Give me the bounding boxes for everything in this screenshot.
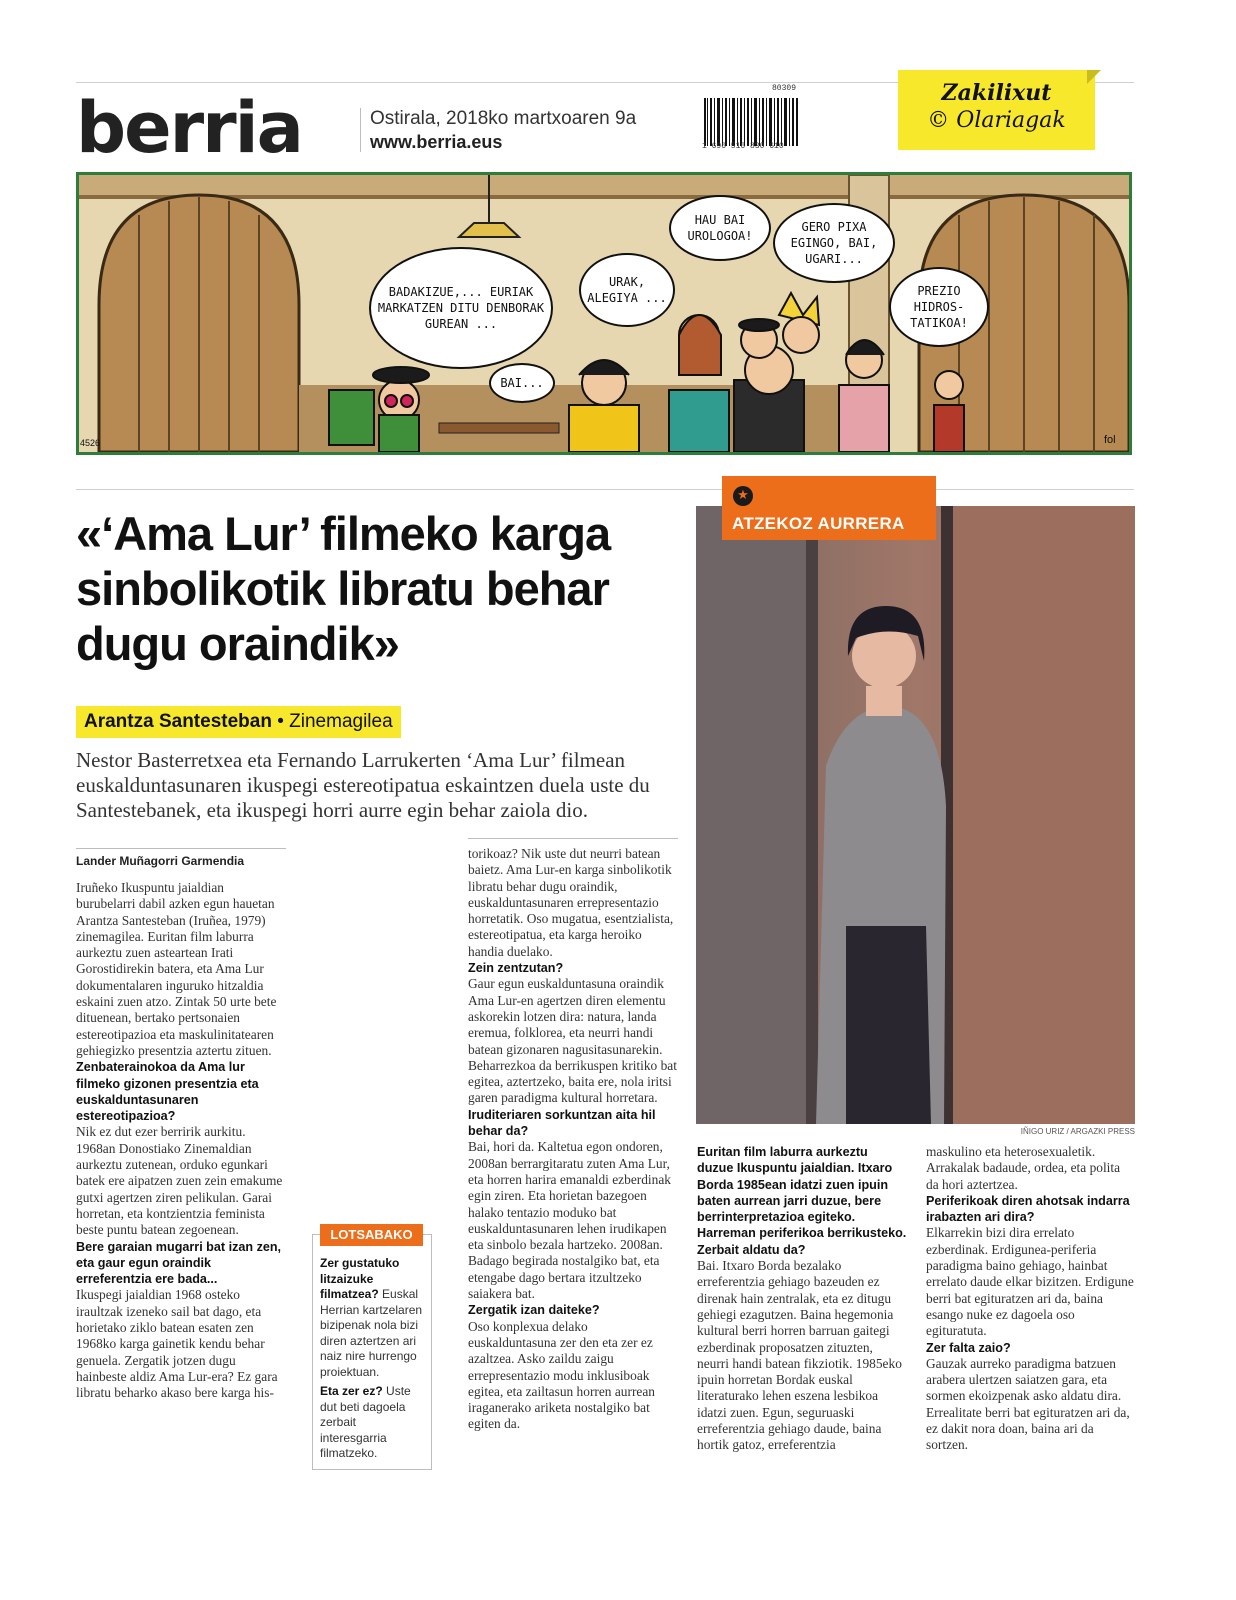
article-byline: Lander Muñagorri Garmendia (76, 854, 245, 868)
speech-bubble-3: URAK, ALEGIYA ... (579, 253, 675, 327)
photo-credit: IÑIGO URIZ / ARGAZKI PRESS (1020, 1127, 1135, 1136)
speech-bubble-5: GERO PIXA EGINGO, BAI, UGARI... (773, 203, 895, 283)
website-link[interactable]: www.berria.eus (370, 132, 503, 152)
comic-signature: fol (1104, 434, 1116, 446)
column-rule (468, 838, 678, 839)
section-badge-label: ATZEKOZ AURRERA (732, 514, 905, 533)
speech-bubble-1: BADAKIZUE,... EURIAK MARKATZEN DITU DENBORAK GUREAN ... (369, 247, 553, 369)
text-column-1 (76, 880, 286, 1402)
text-column-4 (926, 1144, 1136, 1454)
paragraph: Nik ez dut ezer berririk aurkitu. 1968an Donostiako Zinemaldian aurkeztu zutenean, orduko egunkari batek ere aipatzen zuen zein emakume gutxi agertzen ziren pelikulan. Garai horretan, eta kontzientzia feminista beste puntu batean zegoenean. (76, 1124, 283, 1238)
issue-date: Ostirala, 2018ko martxoaren 9a (370, 108, 637, 129)
text-column-2 (468, 846, 678, 1433)
interview-question: Zer falta zaio? (926, 1340, 1011, 1355)
star-icon: ★ (733, 486, 753, 506)
photo-illustration (696, 506, 1135, 1124)
sidebar-item (320, 1384, 426, 1462)
comic-number: 4526 (80, 438, 101, 448)
paragraph: Ikuspegi jaialdian 1968 osteko iraultzak izeneko sail bat dago, eta horietako ziklo batean esaten zen 1968ko karga gainetik kendu behar genuela. Zergatik jotzen dugu hainbeste aldiz Ama Lur-era? Ez gara libratu beharko akaso bere karga his- (76, 1287, 278, 1401)
interview-question: Zergatik izan daiteke? (468, 1303, 600, 1318)
author-tag (76, 706, 401, 738)
paragraph: Iruñeko Ikuspuntu jaialdian burubelarri dabil azken egun hauetan Arantza Santesteban (Iruñea, 1979) zinemagilea. Euritan film laburra aurkeztu zuen asteartean Irati Gorostidirekin batera, eta Ama Lur dokumentalaren inguruko hitzaldia eskaini zuen atzo. Zintak 50 urte bete dituenean, bertako pertsonaien estereotipazioa eta maskulinitatearen gehiegizko presentzia aztertu zituen. (76, 880, 277, 1058)
interview-question: Periferikoak diren ahotsak indarra irabazten ari dira? (926, 1193, 1130, 1225)
sidebar-item (320, 1256, 426, 1380)
paragraph: Gaur egun euskalduntasuna oraindik Ama Lur-en agertzen diren elementu askorekin lotzen dira: natura, landa eremua, folklorea, eta neurri handi batean gizonaren nagusitasunarekin. Beharrezkoa da berrikuspen kritiko bat egitea, aztertzeko, baita ere, nola iritsi garen paradigma kultural horretara. (468, 976, 677, 1106)
newspaper-logo[interactable]: berria (76, 87, 302, 169)
speech-bubble-6: PREZIO HIDROS-TATIKOA! (889, 267, 989, 347)
speech-bubble-4: HAU BAI UROLOGOA! (669, 195, 771, 261)
article-lead: Nestor Basterretxea eta Fernando Larrukerten ‘Ama Lur’ filmean euskalduntasunaren ikuspegi estereotipatua eskaintzen duela uste du Santestebanek, eta ikuspegi horri aurre egin behar zaiola dio. (76, 748, 650, 822)
sidebar-question: Zer gustatuko litzaizuke filmatzea? (320, 1256, 400, 1301)
interview-question: Zerbait aldatu da? (697, 1242, 806, 1257)
interviewee-role: • Zinemagilea (277, 711, 393, 732)
paragraph: torikoaz? Nik uste dut neurri batean baietz. Ama Lur-en karga sinbolikotik libratu behar dugu oraindik, euskalduntasunaren errepresentazio horretatik. Oso mugatua, esentzialista, estereotipatua, eta karga heroiko handia duelako. (468, 846, 674, 959)
masthead-divider (360, 108, 361, 152)
interview-question: Zenbaterainokoa da Ama lur filmeko gizonen presentzia eta euskalduntasunaren estereotipazioa? (76, 1060, 259, 1124)
text-column-3 (697, 1144, 907, 1454)
sidebar-title: LOTSABAKO (320, 1224, 423, 1246)
comic-tag-author: © Olariagak (927, 108, 1066, 133)
paragraph: Elkarrekin bizi dira errelato ezberdinak. Erdigunea-periferia paradigma baino gehiago, hainbat errelato daude elkar bizitzen. Erdigune berri bat egituratzen ari da, baina esango nuke ez dagoela oso egituratuta. (926, 1225, 1134, 1339)
interview-question: Zein zentzutan? (468, 961, 564, 976)
interview-question: Bere garaian mugarri bat izan zen, eta gaur egun oraindik erreferentzia ere bada... (76, 1239, 282, 1287)
sidebar-answer: Euskal Herrian kartzelaren bizipenak nola bizi diren aztertzen ari naiz nire hurrengo proiektuan. (320, 1287, 423, 1379)
interview-question: Euritan film laburra aurkeztu duzue Ikuspuntu jaialdian. Itxaro Borda 1985ean idatzi zuen ipuin baten aurrean jarri duzue, bere berrinterpretazioa egiteko. Harreman periferikoa berrikusteko. (697, 1145, 907, 1241)
article-headline: «‘Ama Lur’ filmeko karga sinbolikotik libratu behar dugu oraindik» (76, 507, 611, 670)
comic-strip (76, 172, 1132, 455)
paragraph: Bai, hori da. Kaltetua egon ondoren, 2008an berrargitaratu zuten Ama Lur, eta horren harira emanaldi ezberdinak egin ziren. Eta horietan bazegoen halako tentazio moduko bat euskalduntasunaren lehen irudikapen eta sinbolo bezala hartzeko. 2008an. Badago begirada nostalgiko bat, eta etengabe dago bertara itzultzeko saiakera bat. (468, 1139, 671, 1302)
speech-bubble-2: BAI... (489, 363, 555, 403)
paragraph: Bai. Itxaro Borda bezalako erreferentzia gehiago bazeuden ez direnak hain zentralak, eta ez ditugu gehiegi ezagutzen. Baina hegemonia kultural berri horren barruan gaitegi ezberdinak proposatzen zituzten, neurri handi batean fikziotik. 1985eko ipuin horretan Bordak euskal literaturako lehen eszena lesbikoa idatzi zuen. Egun, seguruaski erreferentzia gehiago daude, baina hortik gatoz, erreferentzia (697, 1258, 902, 1453)
interviewee-photo (696, 506, 1135, 1124)
sidebar-question: Eta zer ez? (320, 1384, 383, 1398)
byline-rule (76, 848, 286, 849)
section-rule (76, 489, 1134, 490)
barcode-code: 80309 (772, 84, 797, 93)
barcode-number: 1 696 516 830 610 (702, 142, 784, 151)
sidebar-answer: Uste dut beti dagoela zerbait interesgarria filmatzeko. (320, 1384, 411, 1460)
paragraph: Gauzak aurreko paradigma batzuen arabera ulertzen saiatzen gara, eta sormen ekoizpenak asko aldatu dira. Errealitate berri bat egituratzen ari da, ez dakit nora doan, baina ari da sortzen. (926, 1355, 1130, 1453)
comic-tag-title: Zakilixut (941, 80, 1052, 106)
sidebar-text (320, 1256, 426, 1462)
paragraph: Oso konplexua delako euskalduntasuna zer den eta zer ez azaltzea. Asko zaildu zaigu errepresentazio modu inklusiboak egitea, eta zailtasun horren aurrean iraganerako ariketa nostalgiko bat egiten da. (468, 1318, 655, 1432)
paragraph: maskulino eta heterosexualetik. Arrakalak badaude, ordea, eta polita da hori aztertzea. (926, 1144, 1121, 1192)
interviewee-name: Arantza Santesteban (84, 711, 272, 732)
interview-question: Iruditeriaren sorkuntzan aita hil behar da? (468, 1107, 656, 1139)
